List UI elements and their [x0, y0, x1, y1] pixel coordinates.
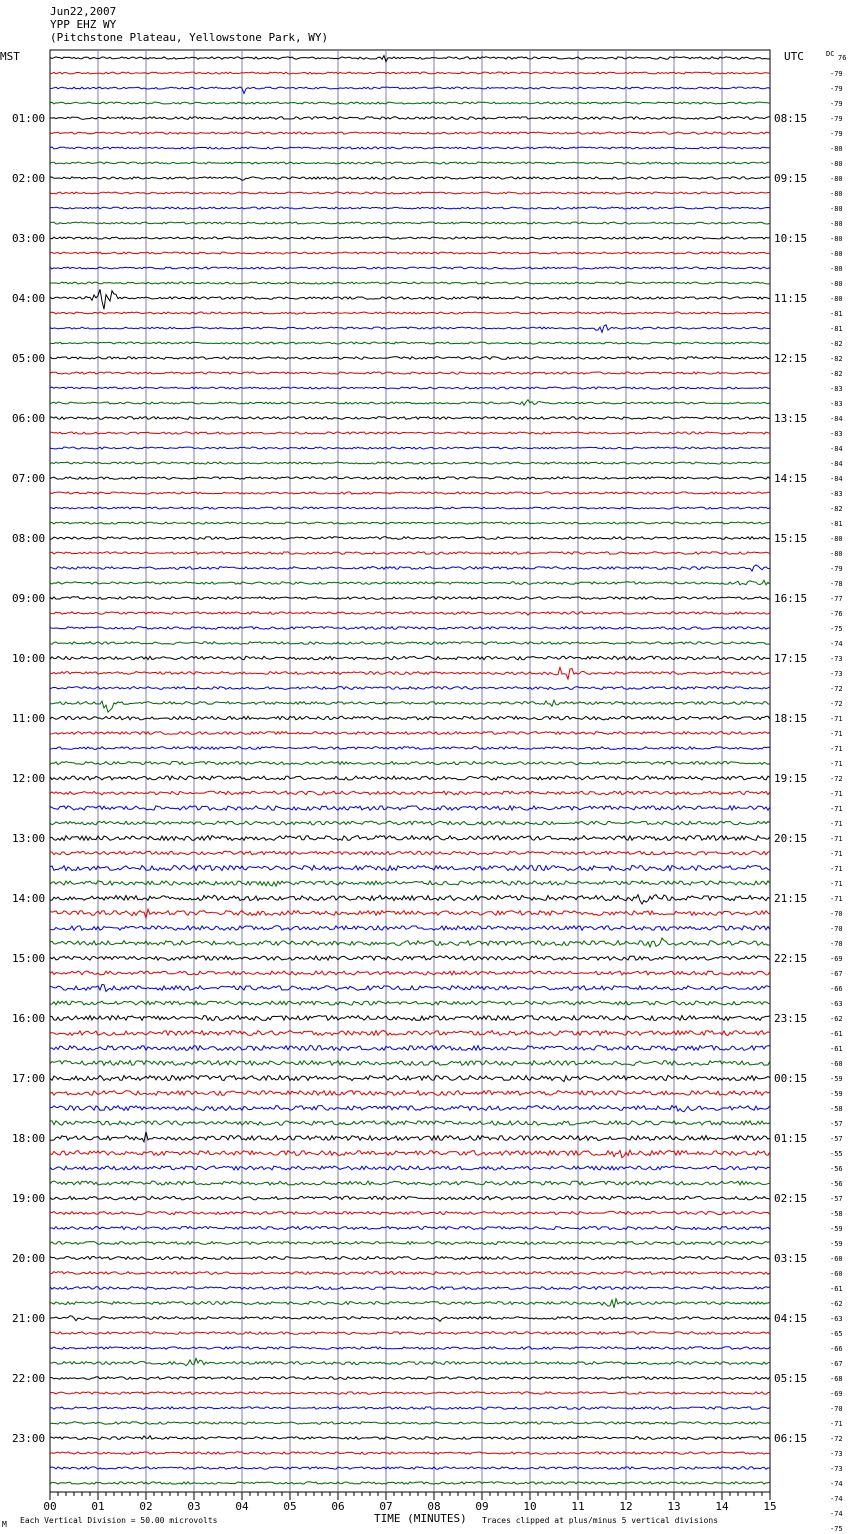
dc-offset-label: -70	[830, 940, 843, 948]
dc-offset-label: -84	[830, 415, 843, 423]
dc-offset-label: -73	[830, 1450, 843, 1458]
dc-offset-label: -57	[830, 1135, 843, 1143]
dc-offset-label: -55	[830, 1150, 843, 1158]
seismic-trace	[50, 417, 770, 420]
x-tick-label: 09	[475, 1500, 489, 1513]
dc-offset-label: -82	[830, 505, 843, 513]
seismic-trace	[50, 312, 770, 314]
utc-hour-label: 13:15	[774, 412, 808, 425]
plot-date: Jun22,2007	[50, 5, 117, 18]
utc-hour-label: 02:15	[774, 1192, 808, 1205]
dc-offset-label: -80	[830, 535, 843, 543]
seismic-trace	[50, 1242, 770, 1245]
station-location: (Pitchstone Plateau, Yellowstone Park, WY)	[50, 31, 329, 44]
seismic-trace	[50, 881, 770, 886]
dc-offset-label: -71	[830, 1420, 843, 1428]
mst-hour-labels	[12, 112, 45, 1445]
seismic-trace	[50, 1106, 770, 1112]
x-tick-label: 02	[139, 1500, 153, 1513]
dc-offset-label: -60	[830, 1060, 843, 1068]
seismic-trace	[50, 447, 770, 449]
seismic-trace	[50, 656, 770, 660]
dc-offset-label: -82	[830, 355, 843, 363]
x-tick-label: 03	[187, 1500, 201, 1513]
utc-hour-label: 12:15	[774, 352, 808, 365]
seismic-trace	[50, 700, 770, 712]
seismic-trace	[50, 289, 770, 309]
seismic-trace	[50, 1467, 770, 1469]
plot-frame	[50, 50, 770, 1492]
seismic-trace	[50, 580, 770, 585]
seismic-trace	[50, 687, 770, 690]
seismic-trace	[50, 1299, 770, 1308]
dc-offset-label: -58	[830, 1105, 843, 1113]
dc-offset-label: -66	[830, 1345, 843, 1353]
seismic-trace	[50, 222, 770, 224]
utc-hour-label: 03:15	[774, 1252, 808, 1265]
seismic-trace	[50, 1166, 770, 1170]
dc-offset-label: -74	[830, 1495, 843, 1503]
seismic-trace	[50, 716, 770, 720]
seismic-trace	[50, 132, 770, 134]
seismic-trace	[50, 400, 770, 406]
dc-offset-label: -84	[830, 445, 843, 453]
seismic-trace	[50, 667, 770, 679]
dc-offset-label: -83	[830, 490, 843, 498]
seismic-trace	[50, 836, 770, 841]
dc-offset-label: -63	[830, 1315, 843, 1323]
mst-hour-label: 05:00	[12, 352, 46, 365]
seismic-trace	[50, 1422, 770, 1424]
dc-offset-label: -79	[830, 70, 843, 78]
utc-hour-label: 21:15	[774, 892, 808, 905]
seismic-trace	[50, 1482, 770, 1484]
dc-offset-label: -71	[830, 820, 843, 828]
dc-offset-label: -72	[830, 685, 843, 693]
dc-offset-label: -74	[830, 1510, 843, 1518]
station-code: YPP EHZ WY	[50, 18, 117, 31]
dc-offset-label: -71	[830, 880, 843, 888]
dc-offset-label: -59	[830, 1225, 843, 1233]
utc-hour-label: 05:15	[774, 1372, 808, 1385]
utc-hour-label: 00:15	[774, 1072, 808, 1085]
seismic-trace	[50, 909, 770, 918]
seismic-trace	[50, 1076, 770, 1082]
seismic-trace	[50, 1091, 770, 1096]
x-axis-label: TIME (MINUTES)	[374, 1512, 467, 1525]
x-tick-label: 06	[331, 1500, 345, 1513]
dc-offset-label: -63	[830, 1000, 843, 1008]
dc-offset-label: -69	[830, 955, 843, 963]
dc-offset-label: -71	[830, 850, 843, 858]
seismic-trace	[50, 342, 770, 344]
seismic-trace	[50, 117, 770, 120]
seismic-trace	[50, 791, 770, 795]
dc-offset-label: -84	[830, 475, 843, 483]
seismic-trace	[50, 1031, 770, 1036]
dc-offset-label: -79	[830, 565, 843, 573]
dc-offset-label: -80	[830, 160, 843, 168]
dc-offset-label: -79	[830, 115, 843, 123]
dc-offset-label: -79	[830, 85, 843, 93]
x-tick-label: 01	[91, 1500, 105, 1513]
dc-offset-label: -70	[830, 925, 843, 933]
mst-hour-label: 16:00	[12, 1012, 46, 1025]
dc-offset-label: -71	[830, 760, 843, 768]
mst-hour-label: 23:00	[12, 1432, 46, 1445]
dc-offset-label: -80	[830, 220, 843, 228]
x-tick-label: 13	[667, 1500, 681, 1513]
dc-offset-label: -71	[830, 730, 843, 738]
seismic-trace	[50, 565, 770, 571]
seismic-trace	[50, 984, 770, 991]
seismic-trace	[50, 1150, 770, 1158]
mst-hour-label: 03:00	[12, 232, 46, 245]
mst-hour-label: 20:00	[12, 1252, 46, 1265]
x-tick-label: 04	[235, 1500, 249, 1513]
mst-hour-label: 19:00	[12, 1192, 46, 1205]
dc-offset-label: -83	[830, 400, 843, 408]
utc-hour-labels	[774, 112, 807, 1445]
utc-hour-label: 15:15	[774, 532, 808, 545]
dc-offset-label: -71	[830, 865, 843, 873]
dc-offset-label: -82	[830, 370, 843, 378]
utc-hour-label: 18:15	[774, 712, 808, 725]
dc-offset-label: -70	[830, 910, 843, 918]
dc-offset-label: -84	[830, 460, 843, 468]
dc-offset-label: -59	[830, 1240, 843, 1248]
seismic-trace	[50, 971, 770, 975]
utc-hour-label: 08:15	[774, 112, 808, 125]
utc-axis-title: UTC	[784, 50, 804, 63]
dc-offset-label: -59	[830, 1075, 843, 1083]
seismic-trace	[50, 1392, 770, 1394]
dc-offset-label: -80	[830, 175, 843, 183]
dc-offset-label: -59	[830, 1090, 843, 1098]
seismic-trace	[50, 1272, 770, 1275]
mst-axis-title: MST	[0, 50, 20, 63]
dc-offset-label: -81	[830, 310, 843, 318]
dc-offset-label: -71	[830, 745, 843, 753]
dc-offset-label: -71	[830, 805, 843, 813]
seismic-trace	[50, 1121, 770, 1125]
seismic-trace	[50, 1016, 770, 1021]
seismic-trace	[50, 747, 770, 750]
dc-offset-label: -71	[830, 790, 843, 798]
seismic-trace	[50, 477, 770, 479]
seismic-trace	[50, 612, 770, 615]
dc-offset-label: -61	[830, 1285, 843, 1293]
dc-offset-label: -72	[830, 1435, 843, 1443]
seismic-trace	[50, 237, 770, 239]
utc-hour-label: 10:15	[774, 232, 808, 245]
seismic-trace	[50, 162, 770, 164]
dc-offset-label: -75	[830, 625, 843, 633]
dc-offset-label: -73	[830, 1465, 843, 1473]
seismic-trace	[50, 806, 770, 810]
dc-offset-label: -66	[830, 985, 843, 993]
seismic-trace	[50, 507, 770, 509]
seismic-trace	[50, 552, 770, 554]
utc-hour-label: 20:15	[774, 832, 808, 845]
x-tick-label: 10	[523, 1500, 537, 1513]
seismic-trace	[50, 1377, 770, 1380]
mst-hour-label: 08:00	[12, 532, 46, 545]
utc-hour-label: 01:15	[774, 1132, 808, 1145]
seismic-trace	[50, 282, 770, 284]
dc-offset-label: -79	[830, 100, 843, 108]
x-tick-label: 08	[427, 1500, 441, 1513]
utc-hour-label: 14:15	[774, 472, 808, 485]
dc-offset-label: -77	[830, 595, 843, 603]
seismic-trace	[50, 926, 770, 930]
seismic-trace	[50, 102, 770, 104]
seismic-trace	[50, 1436, 770, 1440]
seismic-trace	[50, 776, 770, 780]
seismic-trace	[50, 1001, 770, 1005]
dc-offset-label: -83	[830, 385, 843, 393]
seismic-trace	[50, 432, 770, 434]
seismic-trace	[50, 192, 770, 194]
dc-offset-label: -72	[830, 700, 843, 708]
dc-offset-label: -80	[830, 265, 843, 273]
dc-offset-label: -57	[830, 1120, 843, 1128]
dc-offset-label: -73	[830, 655, 843, 663]
dc-offset-label: -78	[830, 580, 843, 588]
seismic-trace	[50, 72, 770, 74]
seismic-trace	[50, 357, 770, 360]
seismic-trace	[50, 851, 770, 855]
seismic-trace	[50, 522, 770, 524]
mst-hour-label: 06:00	[12, 412, 46, 425]
dc-axis-title: DC	[826, 50, 835, 58]
x-axis	[43, 1492, 776, 1513]
dc-offset-label: -71	[830, 895, 843, 903]
dc-offset-label: 76	[838, 54, 847, 62]
x-tick-label: 15	[763, 1500, 777, 1513]
dc-offset-label: -80	[830, 250, 843, 258]
dc-offset-label: -58	[830, 1210, 843, 1218]
dc-offset-label: -72	[830, 775, 843, 783]
dc-offset-label: -73	[830, 670, 843, 678]
mst-hour-label: 07:00	[12, 472, 46, 485]
clip-note: Traces clipped at plus/minus 5 vertical divisions	[482, 1516, 719, 1525]
dc-offset-label: -80	[830, 295, 843, 303]
dc-offset-label: -81	[830, 520, 843, 528]
x-tick-label: 05	[283, 1500, 297, 1513]
seismic-trace	[50, 252, 770, 254]
seismic-trace	[50, 462, 770, 464]
seismic-trace	[50, 1226, 770, 1229]
seismic-trace	[50, 1407, 770, 1409]
seismic-trace	[50, 387, 770, 389]
mst-hour-label: 21:00	[12, 1312, 46, 1325]
dc-offset-label: -83	[830, 430, 843, 438]
x-tick-label: 07	[379, 1500, 393, 1513]
dc-offset-label: -80	[830, 550, 843, 558]
dc-offset-label: -65	[830, 1330, 843, 1338]
seismic-trace	[50, 627, 770, 630]
seismic-trace	[50, 1257, 770, 1260]
mst-hour-label: 01:00	[12, 112, 46, 125]
utc-hour-label: 16:15	[774, 592, 808, 605]
seismic-trace	[50, 597, 770, 600]
dc-offset-label: -61	[830, 1030, 843, 1038]
seismic-trace	[50, 372, 770, 374]
dc-offset-label: -75	[830, 1525, 843, 1533]
dc-offset-label: -56	[830, 1165, 843, 1173]
seismic-trace	[50, 56, 770, 62]
mst-hour-label: 10:00	[12, 652, 46, 665]
trace-group	[50, 56, 770, 1485]
mst-hour-label: 11:00	[12, 712, 46, 725]
mst-hour-label: 22:00	[12, 1372, 46, 1385]
scale-note: Each Vertical Division = 50.00 microvolts	[20, 1516, 218, 1525]
dc-offset-labels	[830, 54, 846, 1534]
dc-offset-label: -79	[830, 130, 843, 138]
dc-offset-label: -62	[830, 1300, 843, 1308]
seismic-trace	[50, 325, 770, 333]
seismic-trace	[50, 1046, 770, 1051]
mst-hour-label: 18:00	[12, 1132, 46, 1145]
seismic-trace	[50, 1347, 770, 1350]
dc-offset-label: -60	[830, 1255, 843, 1263]
seismic-trace	[50, 1332, 770, 1335]
dc-offset-label: -70	[830, 1405, 843, 1413]
footer-mark: M	[2, 1520, 7, 1529]
dc-offset-label: -74	[830, 1480, 843, 1488]
seismic-trace	[50, 642, 770, 645]
x-tick-label: 12	[619, 1500, 633, 1513]
dc-offset-label: -69	[830, 1390, 843, 1398]
dc-offset-label: -62	[830, 1015, 843, 1023]
seismic-trace	[50, 177, 770, 181]
seismic-trace	[50, 207, 770, 209]
grid-lines	[50, 50, 770, 1492]
seismic-trace	[50, 821, 770, 825]
mst-hour-label: 12:00	[12, 772, 46, 785]
seismic-trace	[50, 1196, 770, 1200]
seismic-trace	[50, 1181, 770, 1185]
dc-offset-label: -56	[830, 1180, 843, 1188]
utc-hour-label: 23:15	[774, 1012, 808, 1025]
mst-hour-label: 14:00	[12, 892, 46, 905]
seismic-trace	[50, 1358, 770, 1365]
dc-offset-label: -74	[830, 640, 843, 648]
seismic-trace	[50, 1061, 770, 1066]
seismic-trace	[50, 895, 770, 904]
x-tick-label: 14	[715, 1500, 729, 1513]
utc-hour-label: 11:15	[774, 292, 808, 305]
dc-offset-label: -80	[830, 145, 843, 153]
seismic-trace	[50, 1211, 770, 1214]
x-tick-label: 00	[43, 1500, 57, 1513]
dc-offset-label: -80	[830, 235, 843, 243]
mst-hour-label: 13:00	[12, 832, 46, 845]
dc-offset-label: -80	[830, 205, 843, 213]
seismic-trace	[50, 87, 770, 93]
mst-hour-label: 04:00	[12, 292, 46, 305]
utc-hour-label: 06:15	[774, 1432, 808, 1445]
dc-offset-label: -71	[830, 715, 843, 723]
seismic-trace	[50, 1132, 770, 1142]
dc-offset-label: -67	[830, 1360, 843, 1368]
mst-hour-label: 15:00	[12, 952, 46, 965]
dc-offset-label: -71	[830, 835, 843, 843]
dc-offset-label: -61	[830, 1045, 843, 1053]
dc-offset-label: -68	[830, 1375, 843, 1383]
dc-offset-label: -80	[830, 190, 843, 198]
dc-offset-label: -57	[830, 1195, 843, 1203]
dc-offset-label: -60	[830, 1270, 843, 1278]
seismic-trace	[50, 938, 770, 947]
dc-offset-label: -82	[830, 340, 843, 348]
dc-offset-label: -67	[830, 970, 843, 978]
seismic-trace	[50, 537, 770, 540]
seismic-trace	[50, 1287, 770, 1290]
seismic-trace	[50, 1452, 770, 1454]
mst-hour-label: 02:00	[12, 172, 46, 185]
utc-hour-label: 22:15	[774, 952, 808, 965]
seismic-trace	[50, 1316, 770, 1322]
utc-hour-label: 04:15	[774, 1312, 808, 1325]
seismic-trace	[50, 732, 770, 735]
dc-offset-label: -76	[830, 610, 843, 618]
mst-hour-label: 09:00	[12, 592, 46, 605]
seismic-trace	[50, 267, 770, 269]
dc-offset-label: -81	[830, 325, 843, 333]
x-tick-label: 11	[571, 1500, 585, 1513]
seismic-trace	[50, 866, 770, 871]
seismic-trace	[50, 761, 770, 764]
dc-offset-label: -80	[830, 280, 843, 288]
seismic-trace	[50, 492, 770, 494]
mst-hour-label: 17:00	[12, 1072, 46, 1085]
utc-hour-label: 17:15	[774, 652, 808, 665]
utc-hour-label: 19:15	[774, 772, 808, 785]
seismic-trace	[50, 956, 770, 960]
utc-hour-label: 09:15	[774, 172, 808, 185]
seismic-trace	[50, 147, 770, 149]
